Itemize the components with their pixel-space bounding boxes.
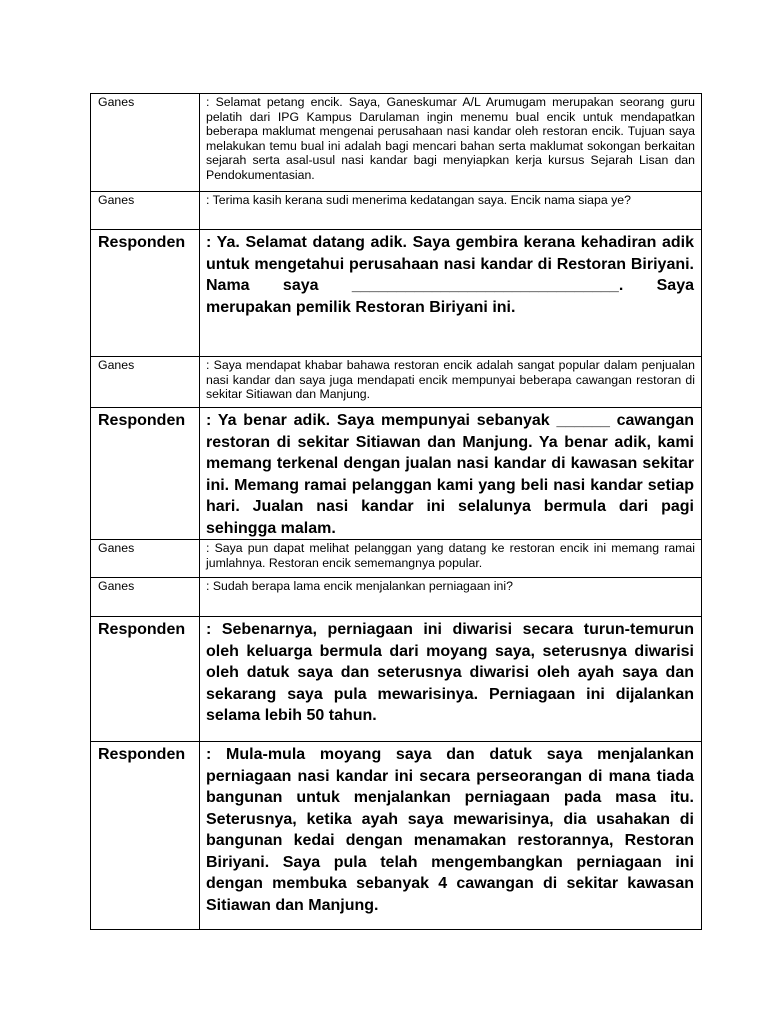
speaker-cell: Ganes bbox=[91, 357, 200, 408]
utterance-text: : Ya. Selamat datang adik. Saya gembira kerana kehadiran adik untuk mengetahui perusahaan nasi kandar di Restoran Biriyani. Nama saya ______________________________. Saya merupakan pemilik Restoran Biriyani ini. bbox=[206, 234, 694, 316]
utterance-text: : Sudah berapa lama encik menjalankan perniagaan ini? bbox=[206, 579, 513, 593]
utterance-text: : Sebenarnya, perniagaan ini diwarisi secara turun-temurun oleh keluarga bermula dari moyang saya, seterusnya diwarisi oleh datuk saya dan seterusnya diwarisi oleh ayah saya dan sekarang saya pula mewarisinya. Perniagaan ini dijalankan selama lebih 50 tahun. bbox=[206, 621, 694, 724]
transcript-row bbox=[91, 578, 702, 617]
utterance-cell bbox=[200, 578, 702, 617]
transcript-row bbox=[91, 357, 702, 408]
utterance-text: : Saya pun dapat melihat pelanggan yang datang ke restoran encik ini memang ramai jumlahnya. Restoran encik sememangnya popular. bbox=[206, 541, 695, 570]
transcript-row bbox=[91, 540, 702, 578]
utterance-cell bbox=[200, 617, 702, 742]
speaker-cell: Ganes bbox=[91, 540, 200, 578]
utterance-cell bbox=[200, 192, 702, 230]
utterance-cell bbox=[200, 408, 702, 540]
utterance-text: : Terima kasih kerana sudi menerima kedatangan saya. Encik nama siapa ye? bbox=[206, 193, 631, 207]
speaker-cell: Responden bbox=[91, 230, 200, 357]
utterance-text: : Saya mendapat khabar bahawa restoran encik adalah sangat popular dalam penjualan nasi kandar dan saya juga mendapati encik mempunyai beberapa cawangan restoran di sekitar Sitiawan dan Manjung. bbox=[206, 358, 695, 401]
utterance-text: : Mula-mula moyang saya dan datuk saya menjalankan perniagaan nasi kandar ini secara perseorangan di mana tiada bangunan untuk menjalankan perniagaan pada masa itu. Seterusnya, ketika ayah saya mewarisinya, dia usahakan di bangunan kedai dengan menamakan restorannya, Restoran Biriyani. Saya pula telah mengembangkan perniagaan ini dengan membuka sebanyak 4 cawangan di sekitar kawasan Sitiawan dan Manjung. bbox=[206, 746, 694, 914]
speaker-cell: Responden bbox=[91, 617, 200, 742]
utterance-cell bbox=[200, 742, 702, 930]
transcript-row bbox=[91, 408, 702, 540]
transcript-row bbox=[91, 742, 702, 930]
utterance-cell bbox=[200, 94, 702, 192]
speaker-cell: Ganes bbox=[91, 578, 200, 617]
utterance-cell bbox=[200, 230, 702, 357]
utterance-text: : Ya benar adik. Saya mempunyai sebanyak ______ cawangan restoran di sekitar Sitiawan dan Manjung. Ya benar adik, kami memang terkenal dengan jualan nasi kandar di kawasan sekitar ini. Memang ramai pelanggan kami yang beli nasi kandar setiap hari. Jualan nasi kandar ini selalunya bermula dari pagi sehingga malam. bbox=[206, 412, 694, 537]
speaker-cell: Ganes bbox=[91, 94, 200, 192]
utterance-cell bbox=[200, 357, 702, 408]
utterance-text: : Selamat petang encik. Saya, Ganeskumar A/L Arumugam merupakan seorang guru pelatih dari IPG Kampus Darulaman ingin menemu bual encik untuk mendapatkan beberapa maklumat mengenai perusahaan nasi kandar oleh restoran encik. Tujuan saya melakukan temu bual ini adalah bagi mencari bahan serta maklumat sokongan berkaitan sejarah serta asal-usul nasi kandar bagi menyiapkan kerja kursus Sejarah Lisan dan Pendokumentasian. bbox=[206, 95, 695, 182]
transcript-row bbox=[91, 230, 702, 357]
interview-transcript-table bbox=[90, 93, 702, 930]
speaker-cell: Responden bbox=[91, 742, 200, 930]
transcript-row bbox=[91, 192, 702, 230]
speaker-cell: Ganes bbox=[91, 192, 200, 230]
transcript-row bbox=[91, 617, 702, 742]
utterance-cell bbox=[200, 540, 702, 578]
transcript-row bbox=[91, 94, 702, 192]
speaker-cell: Responden bbox=[91, 408, 200, 540]
